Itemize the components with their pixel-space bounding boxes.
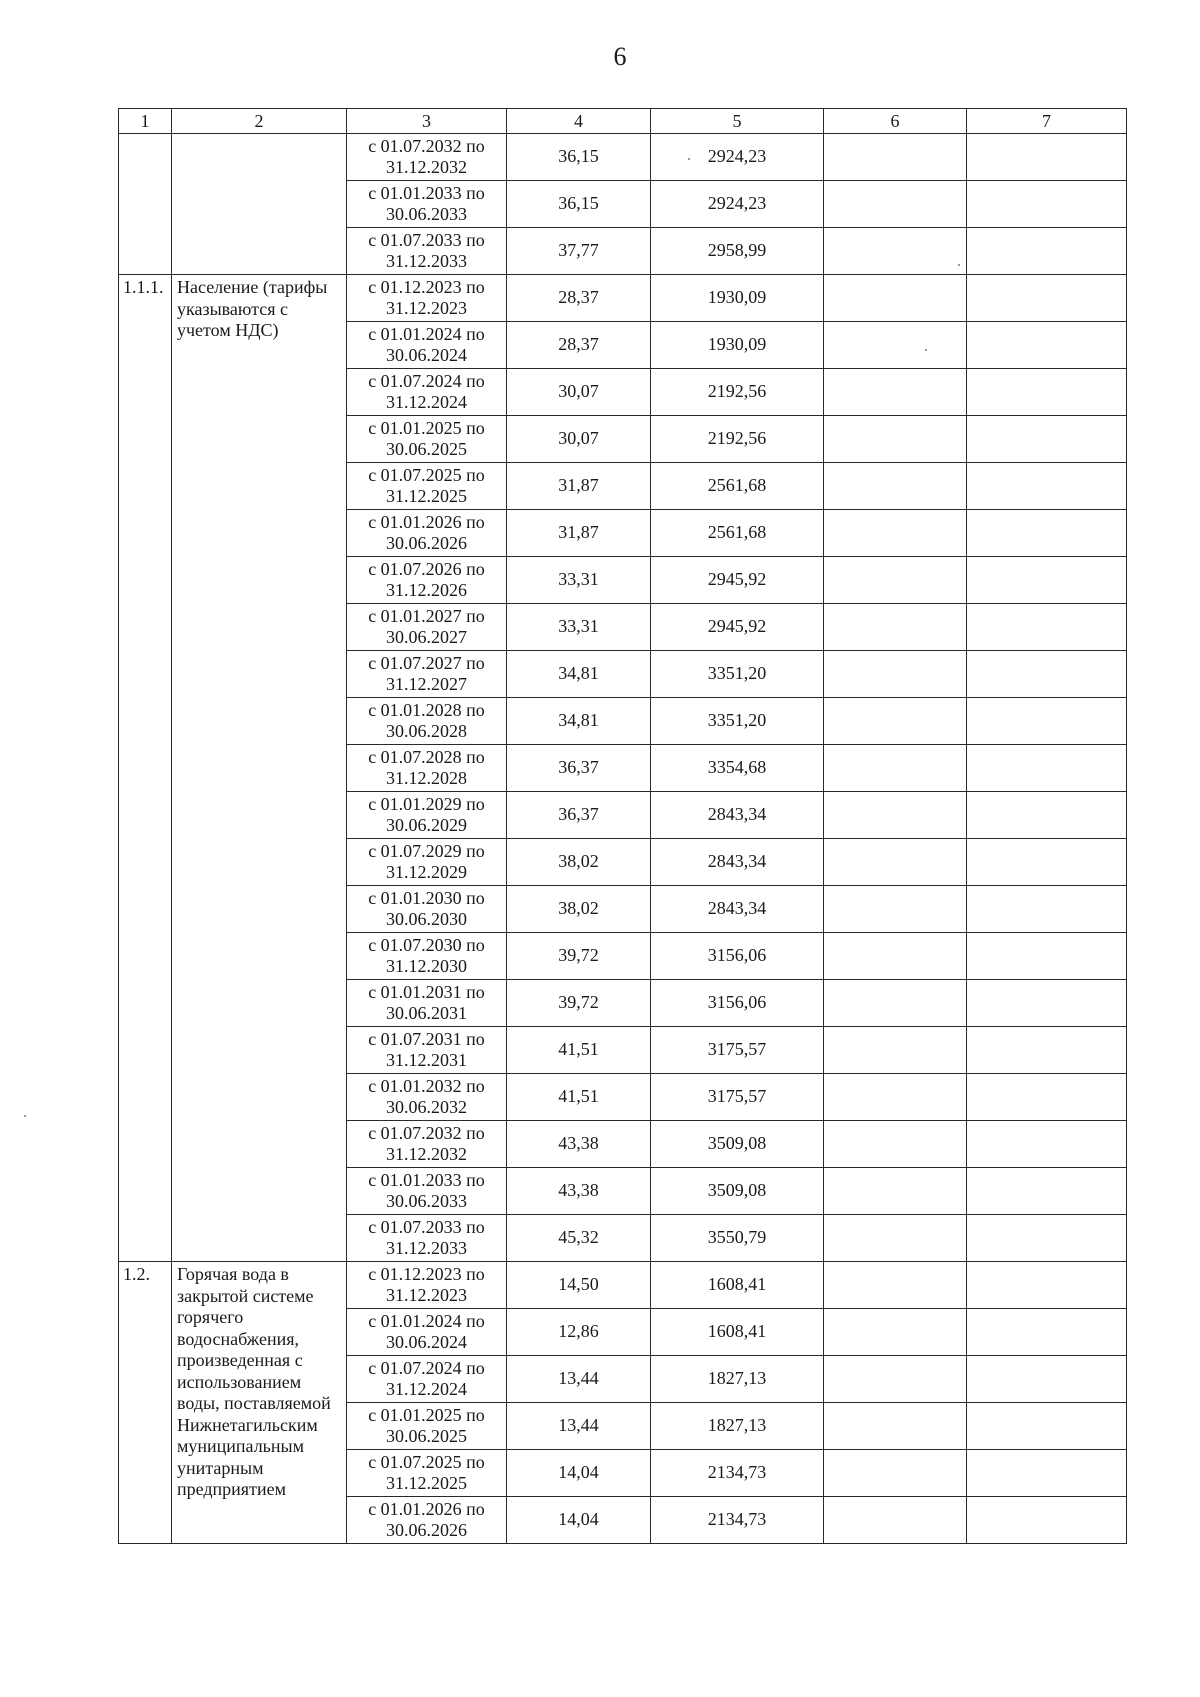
tariff-value-cell: 2924,23 <box>651 181 824 228</box>
tariff-value-cell: 31,87 <box>507 510 651 557</box>
empty-cell <box>824 1262 967 1309</box>
empty-cell <box>967 134 1127 181</box>
period-cell: с 01.07.2026 по 31.12.2026 <box>347 557 507 604</box>
tariff-value-cell: 41,51 <box>507 1074 651 1121</box>
scan-speck <box>24 1115 26 1117</box>
header-cell: 7 <box>967 109 1127 134</box>
item-number-cell <box>119 134 172 275</box>
tariff-value-cell: 36,15 <box>507 134 651 181</box>
empty-cell <box>824 1121 967 1168</box>
header-cell: 5 <box>651 109 824 134</box>
tariff-value-cell: 45,32 <box>507 1215 651 1262</box>
tariff-value-cell: 31,87 <box>507 463 651 510</box>
tariff-value-cell: 30,07 <box>507 416 651 463</box>
tariff-value-cell: 33,31 <box>507 557 651 604</box>
period-cell: с 01.01.2033 по 30.06.2033 <box>347 1168 507 1215</box>
period-cell: с 01.07.2029 по 31.12.2029 <box>347 839 507 886</box>
empty-cell <box>967 463 1127 510</box>
tariff-value-cell: 3509,08 <box>651 1121 824 1168</box>
empty-cell <box>824 792 967 839</box>
empty-cell <box>824 557 967 604</box>
tariff-value-cell: 3509,08 <box>651 1168 824 1215</box>
header-cell: 3 <box>347 109 507 134</box>
page-number: 6 <box>613 42 627 71</box>
scan-speck <box>688 158 690 160</box>
empty-cell <box>967 1121 1127 1168</box>
header-cell: 6 <box>824 109 967 134</box>
period-cell: с 01.07.2024 по 31.12.2024 <box>347 1356 507 1403</box>
empty-cell <box>967 181 1127 228</box>
empty-cell <box>967 1027 1127 1074</box>
tariff-value-cell: 2843,34 <box>651 792 824 839</box>
period-cell: с 01.01.2032 по 30.06.2032 <box>347 1074 507 1121</box>
table-row <box>119 275 1127 322</box>
empty-cell <box>824 369 967 416</box>
tariff-value-cell: 38,02 <box>507 839 651 886</box>
tariff-value-cell: 13,44 <box>507 1403 651 1450</box>
tariff-value-cell: 34,81 <box>507 651 651 698</box>
period-cell: с 01.07.2030 по 31.12.2030 <box>347 933 507 980</box>
period-cell: с 01.12.2023 по 31.12.2023 <box>347 1262 507 1309</box>
tariff-value-cell: 33,31 <box>507 604 651 651</box>
empty-cell <box>967 510 1127 557</box>
tariff-value-cell: 1827,13 <box>651 1403 824 1450</box>
empty-cell <box>824 1403 967 1450</box>
period-cell: с 01.07.2025 по 31.12.2025 <box>347 1450 507 1497</box>
period-cell: с 01.01.2031 по 30.06.2031 <box>347 980 507 1027</box>
period-cell: с 01.01.2024 по 30.06.2024 <box>347 1309 507 1356</box>
item-name-cell: Население (тарифы указываются с учетом НДС) <box>172 275 347 1262</box>
period-cell: с 01.01.2028 по 30.06.2028 <box>347 698 507 745</box>
table-row <box>119 1262 1127 1309</box>
header-cell: 2 <box>172 109 347 134</box>
empty-cell <box>967 1262 1127 1309</box>
empty-cell <box>824 463 967 510</box>
empty-cell <box>824 933 967 980</box>
header-cell: 4 <box>507 109 651 134</box>
empty-cell <box>824 1356 967 1403</box>
empty-cell <box>824 322 967 369</box>
period-cell: с 01.01.2024 по 30.06.2024 <box>347 322 507 369</box>
scan-speck <box>958 264 960 266</box>
empty-cell <box>824 275 967 322</box>
tariff-value-cell: 28,37 <box>507 275 651 322</box>
tariff-value-cell: 3351,20 <box>651 698 824 745</box>
empty-cell <box>967 651 1127 698</box>
empty-cell <box>967 557 1127 604</box>
empty-cell <box>824 1497 967 1544</box>
tariff-value-cell: 2561,68 <box>651 463 824 510</box>
period-cell: с 01.01.2025 по 30.06.2025 <box>347 416 507 463</box>
empty-cell <box>824 1215 967 1262</box>
tariff-value-cell: 1827,13 <box>651 1356 824 1403</box>
empty-cell <box>824 745 967 792</box>
empty-cell <box>824 510 967 557</box>
empty-cell <box>967 1356 1127 1403</box>
period-cell: с 01.07.2032 по 31.12.2032 <box>347 1121 507 1168</box>
tariff-value-cell: 2134,73 <box>651 1497 824 1544</box>
header-cell: 1 <box>119 109 172 134</box>
table-row <box>119 134 1127 181</box>
scan-speck <box>925 349 927 351</box>
empty-cell <box>824 416 967 463</box>
empty-cell <box>967 980 1127 1027</box>
tariff-value-cell: 2843,34 <box>651 839 824 886</box>
tariff-value-cell: 39,72 <box>507 933 651 980</box>
period-cell: с 01.01.2029 по 30.06.2029 <box>347 792 507 839</box>
tariff-value-cell: 2945,92 <box>651 557 824 604</box>
period-cell: с 01.07.2027 по 31.12.2027 <box>347 651 507 698</box>
empty-cell <box>967 1497 1127 1544</box>
tariff-value-cell: 2561,68 <box>651 510 824 557</box>
tariff-value-cell: 3550,79 <box>651 1215 824 1262</box>
empty-cell <box>824 1168 967 1215</box>
tariff-value-cell: 14,50 <box>507 1262 651 1309</box>
empty-cell <box>824 980 967 1027</box>
tariff-value-cell: 2945,92 <box>651 604 824 651</box>
period-cell: с 01.01.2025 по 30.06.2025 <box>347 1403 507 1450</box>
empty-cell <box>967 792 1127 839</box>
tariff-value-cell: 1608,41 <box>651 1309 824 1356</box>
empty-cell <box>967 604 1127 651</box>
tariff-value-cell: 3156,06 <box>651 980 824 1027</box>
empty-cell <box>967 228 1127 275</box>
tariff-value-cell: 36,37 <box>507 745 651 792</box>
tariff-value-cell: 36,15 <box>507 181 651 228</box>
empty-cell <box>824 228 967 275</box>
empty-cell <box>967 1215 1127 1262</box>
tariff-value-cell: 3354,68 <box>651 745 824 792</box>
item-name-cell: Горячая вода в закрытой системе горячего водоснабжения, произведенная с использованием воды, поставляемой Нижнетагильским муниципальным унитарным предприятием <box>172 1262 347 1544</box>
tariff-value-cell: 1930,09 <box>651 322 824 369</box>
period-cell: с 01.01.2026 по 30.06.2026 <box>347 1497 507 1544</box>
item-number-cell: 1.2. <box>119 1262 172 1544</box>
tariff-table <box>118 108 1127 1544</box>
tariff-value-cell: 2192,56 <box>651 369 824 416</box>
tariff-value-cell: 2958,99 <box>651 228 824 275</box>
empty-cell <box>824 181 967 228</box>
empty-cell <box>824 698 967 745</box>
period-cell: с 01.07.2024 по 31.12.2024 <box>347 369 507 416</box>
tariff-value-cell: 39,72 <box>507 980 651 1027</box>
tariff-value-cell: 37,77 <box>507 228 651 275</box>
period-cell: с 01.01.2027 по 30.06.2027 <box>347 604 507 651</box>
tariff-value-cell: 1930,09 <box>651 275 824 322</box>
empty-cell <box>967 369 1127 416</box>
empty-cell <box>967 1074 1127 1121</box>
empty-cell <box>967 839 1127 886</box>
tariff-value-cell: 3351,20 <box>651 651 824 698</box>
tariff-value-cell: 43,38 <box>507 1168 651 1215</box>
empty-cell <box>824 604 967 651</box>
period-cell: с 01.07.2033 по 31.12.2033 <box>347 228 507 275</box>
tariff-value-cell: 13,44 <box>507 1356 651 1403</box>
tariff-value-cell: 38,02 <box>507 886 651 933</box>
tariff-value-cell: 14,04 <box>507 1497 651 1544</box>
period-cell: с 01.07.2032 по 31.12.2032 <box>347 134 507 181</box>
item-number-cell: 1.1.1. <box>119 275 172 1262</box>
tariff-value-cell: 34,81 <box>507 698 651 745</box>
empty-cell <box>967 1309 1127 1356</box>
tariff-value-cell: 36,37 <box>507 792 651 839</box>
empty-cell <box>824 134 967 181</box>
item-name-cell <box>172 134 347 275</box>
empty-cell <box>824 1309 967 1356</box>
tariff-value-cell: 28,37 <box>507 322 651 369</box>
tariff-value-cell: 2192,56 <box>651 416 824 463</box>
period-cell: с 01.01.2030 по 30.06.2030 <box>347 886 507 933</box>
tariff-value-cell: 3175,57 <box>651 1027 824 1074</box>
empty-cell <box>824 1027 967 1074</box>
period-cell: с 01.07.2028 по 31.12.2028 <box>347 745 507 792</box>
empty-cell <box>967 933 1127 980</box>
tariff-value-cell: 43,38 <box>507 1121 651 1168</box>
tariff-value-cell: 2843,34 <box>651 886 824 933</box>
tariff-value-cell: 41,51 <box>507 1027 651 1074</box>
empty-cell <box>824 886 967 933</box>
empty-cell <box>824 651 967 698</box>
period-cell: с 01.01.2026 по 30.06.2026 <box>347 510 507 557</box>
tariff-value-cell: 12,86 <box>507 1309 651 1356</box>
empty-cell <box>824 1450 967 1497</box>
empty-cell <box>967 1403 1127 1450</box>
header-row <box>119 109 1127 134</box>
empty-cell <box>824 839 967 886</box>
tariff-value-cell: 3156,06 <box>651 933 824 980</box>
period-cell: с 01.07.2033 по 31.12.2033 <box>347 1215 507 1262</box>
period-cell: с 01.07.2031 по 31.12.2031 <box>347 1027 507 1074</box>
tariff-value-cell: 30,07 <box>507 369 651 416</box>
empty-cell <box>967 698 1127 745</box>
empty-cell <box>967 416 1127 463</box>
empty-cell <box>967 1168 1127 1215</box>
tariff-value-cell: 3175,57 <box>651 1074 824 1121</box>
tariff-value-cell: 1608,41 <box>651 1262 824 1309</box>
empty-cell <box>967 275 1127 322</box>
period-cell: с 01.01.2033 по 30.06.2033 <box>347 181 507 228</box>
empty-cell <box>967 886 1127 933</box>
tariff-value-cell: 2924,23 <box>651 134 824 181</box>
empty-cell <box>967 322 1127 369</box>
empty-cell <box>824 1074 967 1121</box>
period-cell: с 01.07.2025 по 31.12.2025 <box>347 463 507 510</box>
empty-cell <box>967 745 1127 792</box>
tariff-value-cell: 14,04 <box>507 1450 651 1497</box>
tariff-value-cell: 2134,73 <box>651 1450 824 1497</box>
period-cell: с 01.12.2023 по 31.12.2023 <box>347 275 507 322</box>
empty-cell <box>967 1450 1127 1497</box>
